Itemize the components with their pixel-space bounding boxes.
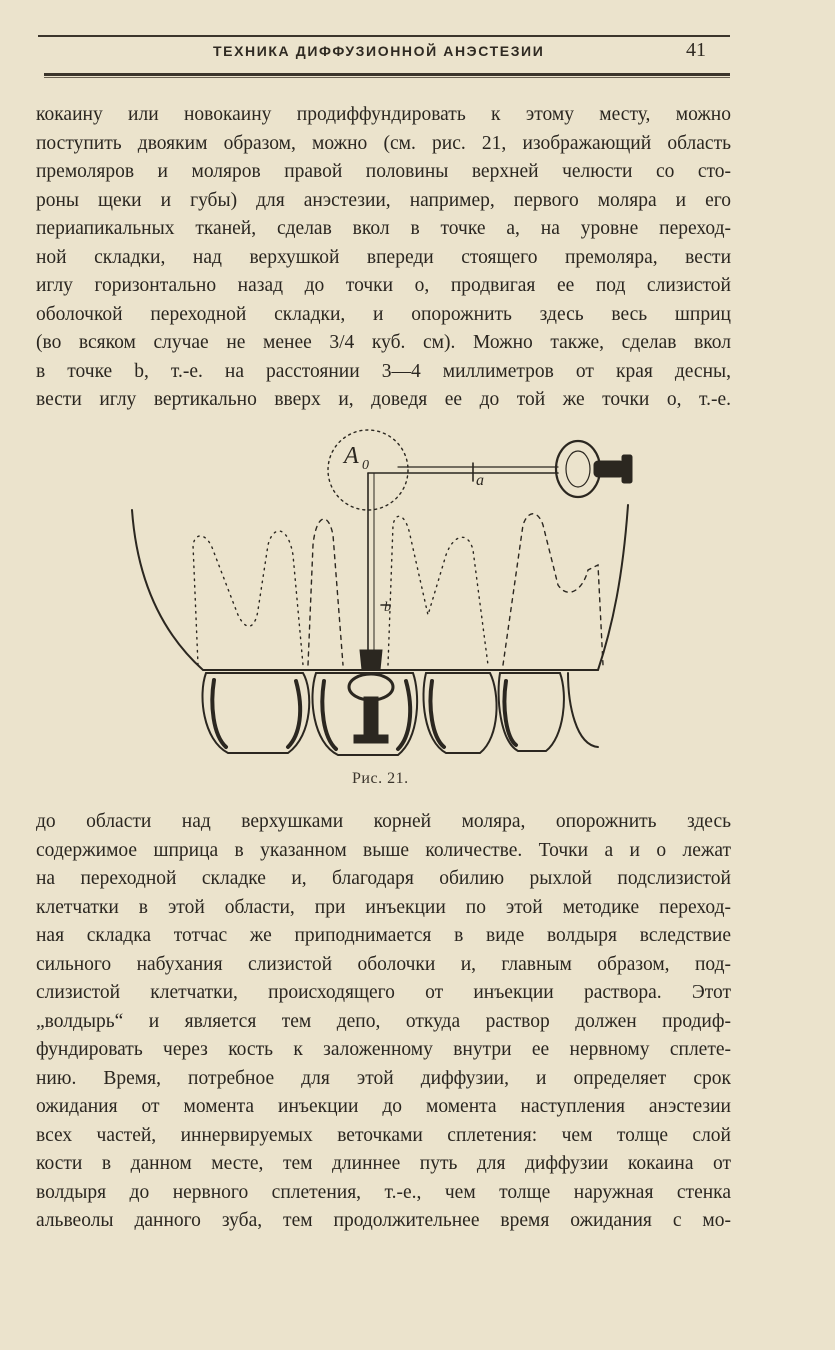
text-line: „волдырь“ и является тем депо, откуда раствор должен продиф- bbox=[36, 1010, 731, 1032]
molar-2-roots bbox=[503, 514, 603, 665]
text-line: роны щеки и губы) для анэстезии, например, первого моляра и его bbox=[36, 189, 731, 211]
jaw-outline bbox=[132, 505, 628, 670]
label-a: a bbox=[476, 472, 484, 489]
page-number: 41 bbox=[686, 39, 706, 61]
text-line: оболочкой переходной складки, и опорожнить здесь весь шприц bbox=[36, 303, 731, 325]
running-title: ТЕХНИКА ДИФФУЗИОННОЙ АНЭСТЕЗИИ bbox=[213, 43, 545, 59]
premolar-1-roots bbox=[193, 531, 303, 665]
text-line: поступить двояким образом, можно (см. рис. 21, изображающий область bbox=[36, 132, 731, 154]
text-line: нию. Время, потребное для этой диффузии, и определяет срок bbox=[36, 1067, 731, 1089]
text-line: сильного набухания слизистой оболочки и, главным образом, под- bbox=[36, 953, 731, 975]
text-line: ной складки, над верхушкой впереди стоящего премоляра, вести bbox=[36, 246, 731, 268]
text-line: клетчатки в этой области, при инъекции по этой методике переход- bbox=[36, 896, 731, 918]
figure-caption: Рис. 21. bbox=[352, 770, 409, 787]
text-line: премоляров и моляров правой половины верхней челюсти со сто- bbox=[36, 161, 731, 182]
header-rule-bottom bbox=[44, 73, 730, 76]
premolar-2-roots bbox=[308, 519, 343, 665]
text-line: альвеолы данного зуба, тем продолжительнее время ожидания с мо- bbox=[36, 1210, 731, 1231]
text-line: содержимое шприца в указанном выше количестве. Точки a и o лежат bbox=[36, 839, 731, 861]
text-line: волдыря до нервного сплетения, т.-е., чем толще наружная стенка bbox=[36, 1181, 731, 1203]
text-line: всех частей, иннервируемых веточками сплетения: чем толще слой bbox=[36, 1124, 731, 1146]
text-line: слизистой клетчатки, происходящего от инъекции раствора. Этот bbox=[36, 982, 731, 1003]
text-line: ожидания от момента инъекции до момента наступления анэстезии bbox=[36, 1096, 731, 1117]
text-line: фундировать через кость к заложенному внутри ее нервному сплете- bbox=[36, 1039, 731, 1060]
text-line: периапикальных тканей, сделав вкол в точке a, на уровне переход- bbox=[36, 218, 731, 239]
syringe bbox=[556, 441, 632, 497]
paragraph-2 bbox=[36, 808, 731, 1236]
text-line: ная складка тотчас же приподнимается в виде волдыря вследствие bbox=[36, 925, 731, 946]
text-line: (во всяком случае не менее 3/4 куб. см). Можно также, сделав вкол bbox=[36, 332, 731, 353]
page-header bbox=[38, 33, 730, 79]
teeth-crowns bbox=[202, 673, 598, 755]
text-line: кости в данном месте, тем длиннее путь для диффузии кокаина от bbox=[36, 1153, 731, 1174]
figure-21-illustration bbox=[128, 425, 648, 770]
paragraph-1 bbox=[36, 101, 731, 415]
label-a0-sub: 0 bbox=[362, 458, 369, 473]
header-rule-bottom-thin bbox=[44, 77, 730, 78]
molar-roots bbox=[388, 516, 488, 665]
text-line: на переходной складке и, благодаря обилию рыхлой подслизистой bbox=[36, 868, 731, 889]
label-b: b bbox=[384, 600, 391, 615]
text-line: до области над верхушками корней моляра, опорожнить здесь bbox=[36, 811, 731, 832]
header-rule-top bbox=[38, 35, 730, 37]
text-line: кокаину или новокаину продиффундировать к этому месту, можно bbox=[36, 104, 731, 125]
text-line: иглу горизонтально назад до точки o, продвигая ее под слизистой bbox=[36, 275, 731, 296]
label-a0: A bbox=[344, 443, 359, 469]
syringe-tip bbox=[349, 650, 393, 743]
text-line: в точке b, т.-е. на расстоянии 3—4 миллиметров от края десны, bbox=[36, 360, 731, 382]
text-line: вести иглу вертикально вверх и, доведя ее до той же точки o, т.-е. bbox=[36, 389, 731, 410]
